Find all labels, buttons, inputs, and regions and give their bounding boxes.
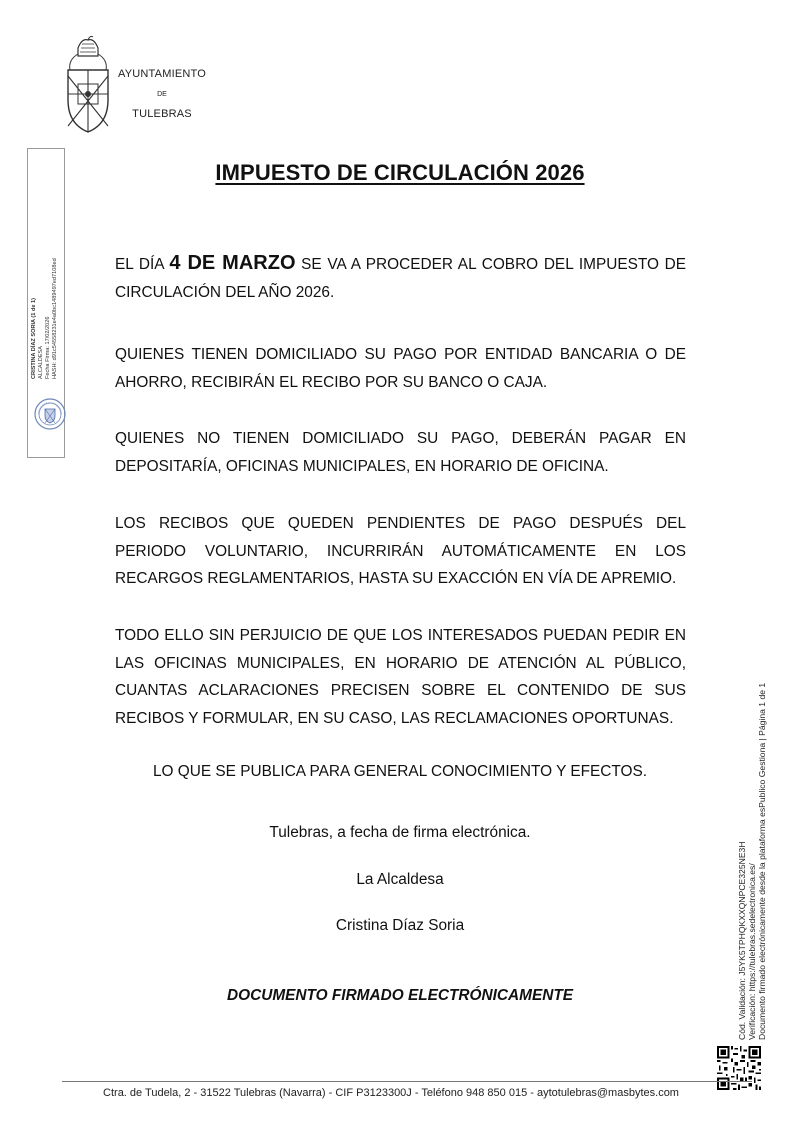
document-title: IMPUESTO DE CIRCULACIÓN 2026 — [215, 160, 585, 185]
verification-url[interactable]: Verificación: https://tulebras.sedelectronica.es/ — [747, 863, 757, 1040]
verification-platform: Documento firmado electrónicamente desde la plataforma esPublico Gestiona | Página 1 de 1 — [757, 682, 767, 1040]
publication-notice: LO QUE SE PUBLICA PARA GENERAL CONOCIMIENTO Y EFECTOS. — [152, 763, 648, 780]
signature-role: ALCALDESA — [38, 346, 44, 379]
org-name: AYUNTAMIENTO — [118, 68, 206, 80]
paragraph-text: SE VA A PROCEDER AL COBRO DEL IMPUESTO DE CIRCULACIÓN DEL AÑO 2026. — [115, 256, 686, 301]
footer-contact: Ctra. de Tudela, 2 - 31522 Tulebras (Navarra) - CIF P3123300J - Teléfono 948 850 015 - aytotulebras@masbytes.com — [103, 1087, 679, 1099]
paragraph-clarifications: TODO ELLO SIN PERJUICIO DE QUE LOS INTERESADOS PUEDAN PEDIR EN LAS OFICINAS MUNICIPALES, EN HORARIO DE ATENCIÓN AL PÚBLICO, CUANTAS ACLARACIONES PRECISEN SOBRE EL CONTENIDO DE SUS RECIBOS Y FORMULAR, EN SU CASO, LAS RECLAMACIONES OPORTUNAS. — [115, 627, 686, 727]
place-and-date: Tulebras, a fecha de firma electrónica. — [269, 824, 531, 841]
signature-signer: CRISTINA DÍAZ SORIA (1 de 1) — [31, 297, 37, 379]
municipal-seal-icon — [34, 398, 66, 430]
paragraph-text: EL DÍA — [115, 256, 170, 273]
paragraph-direct-debit: QUIENES TIENEN DOMICILIADO SU PAGO POR ENTIDAD BANCARIA O DE AHORRO, RECIBIRÁN EL RECIBO POR SU BANCO O CAJA. — [115, 346, 686, 391]
electronic-signature-note: DOCUMENTO FIRMADO ELECTRÓNICAMENTE — [227, 987, 573, 1004]
highlighted-date: 4 DE MARZO — [169, 252, 296, 274]
paragraph-pending-receipts: LOS RECIBOS QUE QUEDEN PENDIENTES DE PAGO DESPUÉS DEL PERIODO VOLUNTARIO, INCURRIRÁN AUTOMÁTICAMENTE EN LOS RECARGOS REGLAMENTARIOS, HASTA SU EXACCIÓN EN VÍA DE APREMIO. — [115, 515, 686, 588]
signature-date: Fecha Firma: 17/02/2026 — [45, 316, 51, 379]
org-name-connector: DE — [157, 91, 167, 98]
verification-code: Cód. Validación: J5YK5TPHQKXXQNPCE325NE3H — [737, 841, 747, 1040]
paragraph-no-direct-debit: QUIENES NO TIENEN DOMICILIADO SU PAGO, DEBERÁN PAGAR EN DEPOSITARÍA, OFICINAS MUNICIPALES, EN HORARIO DE OFICINA. — [115, 430, 686, 475]
org-town: TULEBRAS — [132, 108, 192, 120]
signer-role: La Alcaldesa — [356, 871, 444, 888]
signature-hash: HASH: d91c54558231e4a0bc1489497ed7108ed — [52, 258, 58, 379]
coat-of-arms-icon — [60, 34, 116, 134]
signer-name: Cristina Díaz Soria — [335, 917, 465, 934]
paragraph-collection-date — [115, 250, 686, 306]
footer-divider — [62, 1081, 752, 1082]
qr-code-icon[interactable] — [717, 1046, 761, 1090]
